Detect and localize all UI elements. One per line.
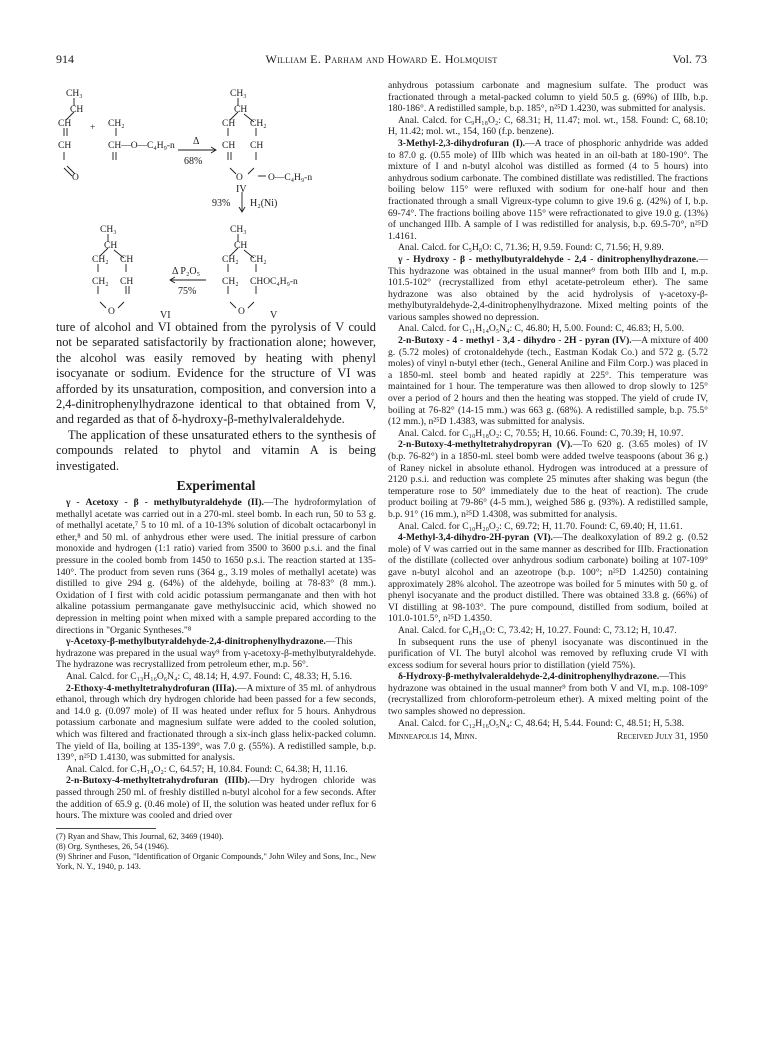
paragraph-title: 4-Methyl-3,4-dihydro-2H-pyran (VI). <box>398 532 553 544</box>
arrow1-bottom: 68% <box>184 156 203 167</box>
paragraph-text: —This hydrazone was prepared in the usual way⁹ from γ-acetoxy-β-methylbutyraldehyde. The hydrazone was recrystallized from petroleum ether, m.p. 56°. <box>56 636 376 671</box>
arrow2-left: 93% <box>212 198 231 209</box>
svg-text:CH₃: CH₃ <box>230 225 247 235</box>
paragraph <box>56 671 376 683</box>
footnotes <box>56 832 376 873</box>
paragraph <box>56 636 376 671</box>
svg-text:CH₃: CH₃ <box>100 225 117 235</box>
paragraph <box>388 671 708 717</box>
paragraph-text: —A mixture of 400 g. (5.72 moles) of crotonaldehyde (tech., Eastman Kodak Co.) and 572 g. (5.72 moles) of vinyl n-butyl ether (tech., General Aniline and Film Corp.) was placed in a 1850-ml. steel bomb and heated rapidly at 225°. This temperature was maintained for 1 hour. The temperature was then allowed to drop slowly to 125° over a period of 2 hours and then the heating was stopped. The yield of crude IV, boiling at 76-82° (14-15 mm.) was 663 g. (68%). A redistilled sample, b.p. 75.5° (12 mm.), n²⁵D 1.4383, was submitted for analysis. <box>388 335 708 428</box>
intro-text <box>56 320 376 474</box>
paragraph <box>388 242 708 254</box>
running-title: William E. Parham and Howard E. Holmquist <box>265 52 498 66</box>
right-column <box>388 80 708 742</box>
svg-text:CH₂: CH₂ <box>222 255 239 265</box>
svg-text:CH—O—C₄H₉-n: CH—O—C₄H₉-n <box>108 141 175 151</box>
svg-text:CH: CH <box>250 141 264 151</box>
svg-text:CH₃: CH₃ <box>230 89 247 99</box>
svg-text:O: O <box>238 307 245 317</box>
paragraph <box>56 764 376 776</box>
paragraph <box>388 254 708 324</box>
svg-text:CH: CH <box>222 141 236 151</box>
paragraph-text: Anal. Calcd. for C₁₃H₁₆O₆N₄: C, 48.14; H, 4.97. Found: C, 48.33; H, 5.16. <box>66 670 353 682</box>
paragraph-text: In subsequent runs the use of phenyl isocyanate was discontinued in the purification of VI. The butyl alcohol was removed by refluxing crude VI with excess sodium for several hours prior to distillation (yield 75%). <box>388 636 708 671</box>
volume-label: Vol. 73 <box>672 52 707 66</box>
paragraph <box>388 335 708 428</box>
svg-text:CH: CH <box>58 141 72 151</box>
compound-iv-label: IV <box>236 184 247 195</box>
svg-text:CH₂: CH₂ <box>108 119 125 129</box>
paragraph <box>56 497 376 636</box>
svg-text:CH₂: CH₂ <box>222 277 239 287</box>
paragraph: ture of alcohol and VI obtained from the pyrolysis of V could not be separated satisfactorily by fractionation alone; however, the alcohol was easily removed by heating with phenyl isocyanate or sodium. Evidence for the structure of VI was afforded by its unsaturation, composition, and conversion into a 2,4-dinitrophenylhydrazone identical to that obtained from V, and regarded as that of δ-hydroxy-β-methylvaleraldehyde. <box>56 320 376 427</box>
svg-text:CH: CH <box>70 105 84 115</box>
svg-text:O: O <box>236 173 243 183</box>
paragraph <box>388 625 708 637</box>
paragraph-title: 2-n-Butoxy-4-methyltetrahydropyran (V). <box>398 439 573 451</box>
paragraph-text: Anal. Calcd. for C₉H₁₈O₂: C, 68.31; H, 11.47; mol. wt., 158. Found: C, 68.10; H, 11.42; mol. wt., 154, 160 (f.p. benzene). <box>388 114 708 138</box>
section-heading: Experimental <box>176 478 256 494</box>
paragraph <box>388 521 708 533</box>
paragraph-text: Anal. Calcd. for C₅H₈O: C, 71.36; H, 9.59. Found: C, 71.56; H, 9.89. <box>398 242 664 254</box>
compound-vi-label: VI <box>160 310 171 320</box>
paragraph-text: Anal. Calcd. for C₆H₁₀O: C, 73.42; H, 10.27. Found: C, 73.12; H, 10.47. <box>398 624 677 636</box>
paragraph-text: Anal. Calcd. for C₁₁H₁₄O₅N₄: C, 46.80; H, 5.00. Found: C, 46.83; H, 5.00. <box>398 323 685 335</box>
paragraph-title: γ - Hydroxy - β - methylbutyraldehyde - 2,4 - dinitrophenylhydrazone. <box>398 253 699 265</box>
reaction-scheme <box>56 80 376 320</box>
paragraph-title: 2-n-Butoxy-4-methyltetrahydrofuran (IIIb). <box>66 775 250 787</box>
arrow2-right: H₂(Ni) <box>250 198 278 209</box>
paragraph-text: —This hydrazone was obtained in the usual manner⁹ from both IIIb and I, m.p. 101.5-102° (recrystallized from ethyl acetate-petroleum ether). The same hydrazone was also obtained by the acid hydrolysis of γ-acetoxy-β-methylbutyraldehyde-2,4-dinitrophenylhydrazone. Mixed melting points of the various samples showed no depression. <box>388 253 708 323</box>
svg-text:CH₂: CH₂ <box>92 255 109 265</box>
svg-text:CH: CH <box>234 241 248 251</box>
left-column <box>56 80 376 873</box>
paragraph-text: anhydrous potassium carbonate and magnesium sulfate. The product was fractionated through a metal-packed column to yield 50.5 g. (69%) of IIIb, b.p. 180-186°. A redistilled sample, b.p. 185°, n²⁵D 1.4230, was submitted for analysis. <box>388 80 708 115</box>
svg-text:CH: CH <box>120 277 134 287</box>
svg-text:O: O <box>72 173 79 183</box>
paragraph-text: —The hydroformylation of methallyl acetate was carried out in a 270-ml. steel bomb. In each run, 50 to 53 g. of methallyl acetate,⁷ 5 to 10 ml. of a 10-13% solution of dicobalt octacarbonyl in ether,⁸ and 50 ml. of anhydrous ether were used. The initial pressure of carbon monoxide and hydrogen (1:1 ratio) varied from 3500 to 3600 p.s.i. and the final pressure in the cooled bomb from 1450 to 1650 p.s.i. The reaction started at 135-140°. The product from seven runs (364 g., 3.19 moles of methallyl acetate) was distilled to give 294 g. (64%) of the aldehyde, boiling at 78-83° (8 mm.). Oxidation of I first with cold acidic potassium permanganate and then with hot alkaline potassium permanganate gave methylsuccinic acid, which showed no depression in melting point when mixed with a sample prepared according to the directions in "Organic Syntheses."⁸ <box>56 497 376 636</box>
svg-text:CH: CH <box>104 241 118 251</box>
paragraph <box>388 80 708 115</box>
paragraph <box>388 115 708 138</box>
paragraph-title: 3-Methyl-2,3-dihydrofuran (I). <box>398 137 526 149</box>
paragraph-text: Anal. Calcd. for C₇H₁₄O₂: C, 64.57; H, 10.84. Found: C, 64.38; H, 11.16. <box>66 763 348 775</box>
reaction-scheme-drawing <box>56 80 376 320</box>
paragraph <box>388 637 708 672</box>
paragraph <box>388 718 708 730</box>
svg-text:CH₃: CH₃ <box>66 89 83 99</box>
paragraph-title: γ - Acetoxy - β - methylbutyraldehyde (II). <box>66 497 264 509</box>
paragraph-text: Anal. Calcd. for C₁₀H₁₈O₂: C, 70.55; H, 10.66. Found: C, 70.39; H, 10.97. <box>398 427 684 439</box>
svg-text:CH: CH <box>120 255 134 265</box>
left-experimental <box>56 497 376 822</box>
paragraph-title: γ-Acetoxy-β-methylbutyraldehyde-2,4-dinitrophenylhydrazone. <box>66 636 326 648</box>
footnote: (8) Org. Syntheses, 26, 54 (1946). <box>56 841 169 851</box>
paragraph <box>388 428 708 440</box>
svg-text:CH₂: CH₂ <box>250 119 267 129</box>
paragraph-text: —The dealkoxylation of 89.2 g. (0.52 mole) of V was carried out in the same manner as described for IIIb. Fractionation of the distillate (collected over anhydrous sodium carbonate) boiling at 107-109° gave n-butyl alcohol and an azeotrope (b.p. 100°; n²⁵D 1.4250) containing approximately 28% alcohol. The azeotrope was boiled for 5 minutes with 50 g. of phenyl isocyanate and the product distilled. There was obtained 33.8 g. (66%) of VI distilling at 98-103°. The pure compound, distilled from sodium, boiled at 101.0-101.5°, n²⁵D 1.4350. <box>388 532 708 625</box>
paragraph-title: 2-Ethoxy-4-methyltetrahydrofuran (IIIa). <box>66 682 238 694</box>
paragraph <box>56 683 376 764</box>
footnote: (7) Ryan and Shaw, This Journal, 62, 3469 (1940). <box>56 831 224 841</box>
arrow3-top: Δ P₂O₅ <box>172 266 201 277</box>
arrow1-top: Δ <box>193 136 200 147</box>
arrow3-bottom: 75% <box>178 286 197 297</box>
svg-text:CHOC₄H₉-n: CHOC₄H₉-n <box>250 277 298 287</box>
paragraph-text: —Dry hydrogen chloride was passed through 250 ml. of freshly distilled n-butyl alcohol for a few seconds. After the addition of 65.9 g. (0.46 mole) of II, the solution was heated under reflux for 6 hours. The mixture was cooled and dried over <box>56 775 377 822</box>
svg-text:O: O <box>108 307 115 317</box>
paragraph <box>388 138 708 242</box>
paragraph <box>388 439 708 520</box>
article-footer <box>388 732 708 742</box>
paragraph-title: δ-Hydroxy-β-methylvaleraldehyde-2,4-dinitrophenylhydrazone. <box>398 671 660 683</box>
paragraph-text: —A mixture of 35 ml. of anhydrous ethanol, through which dry hydrogen chloride had been passed for a few seconds, and 14.0 g. (0.097 mole) of II was heated under reflux for 5 hours. Anhydrous potassium carbonate and magnesium sulfate were added to the cooled solution, which was filtered and fractionated through a six-inch glass helix-packed column. The yield of IIa, boiling at 135-139°, was 7.0 g. (55%). A redistilled sample, b.p. 139°, n²⁵D 1.4130, was submitted for analysis. <box>56 682 376 764</box>
running-header <box>56 52 707 68</box>
svg-text:CH: CH <box>234 105 248 115</box>
plus-sign: + <box>90 123 96 133</box>
svg-text:O—C₄H₉-n: O—C₄H₉-n <box>268 173 313 183</box>
paragraph-text: —This hydrazone was obtained in the usual manner⁹ from both V and VI, m.p. 108-109° (recrystallized from chloroform-petroleum ether). A mixed melting point of the two samples showed no depression. <box>388 671 708 718</box>
paragraph-title: 2-n-Butoxy - 4 - methyl - 3,4 - dihydro - 2H - pyran (IV). <box>398 335 632 347</box>
paragraph-text: —To 620 g. (3.65 moles) of IV (b.p. 76-82°) in a 1850-ml. steel bomb were added twelve teaspoons (about 36 g.) of Raney nickel in absolute ethanol. Hydrogen was introduced at a pressure of 2120 p.s.i. and reduction was complete 25 minutes after shaking was begun (the temperature rose to 50° immediately due to the heat of reaction). The crude product boiling at 79-86° (4-5 mm.), weighed 586 g. (93%). A redistilled sample, b.p. 91° (16 mm.), n²⁵D 1.4308, was submitted for analysis. <box>388 439 708 520</box>
svg-text:CH₂: CH₂ <box>92 277 109 287</box>
compound-v-label: V <box>270 310 278 320</box>
paragraph: The application of these unsaturated ethers to the synthesis of compounds related to phytol and vitamin A is being investigated. <box>56 427 376 473</box>
paragraph-text: Anal. Calcd. for C₁₀H₂₀O₂: C, 69.72; H, 11.70. Found: C, 69.40; H, 11.61. <box>398 520 683 532</box>
svg-text:CH₂: CH₂ <box>250 255 267 265</box>
footnote-rule <box>56 828 156 829</box>
author-location: Minneapolis 14, Minn. <box>388 732 478 743</box>
page-number: 914 <box>56 52 74 66</box>
paragraph <box>56 775 376 821</box>
paragraph-text: —A trace of phosphoric anhydride was added to 87.0 g. (0.55 mole) of IIIb which was heated in an oil-bath at 180-190°. The mixture of I and n-butyl alcohol was distilled as formed (4 to 5 hours) into anhydrous sodium carbonate. The combined distillate was redistilled. The fractions boiling below 115° were refluxed with sodium for one-half hour and then fractionated through a small Vigreux-type column to give 19.6 g. (42%) of I, b.p. 69-74°. The fractions boiling above 115° were refractionated to give 19.0 g. (13%) of unchanged IIIb. A sample of I was redistilled for analysis, b.p. 69.5-70°, n²⁵D 1.4161. <box>388 137 708 242</box>
paragraph <box>388 323 708 335</box>
paragraph <box>388 532 708 625</box>
footnote: (9) Shriner and Fuson, "Identification of Organic Compounds," John Wiley and Sons, Inc., New York, N. Y., 1940, p. 143. <box>56 852 376 872</box>
received-date: Received July 31, 1950 <box>616 732 708 743</box>
svg-text:CH: CH <box>222 119 236 129</box>
paragraph-text: Anal. Calcd. for C₁₂H₁₆O₅N₄: C, 48.64; H, 5.44. Found: C, 48.51; H, 5.38. <box>398 717 685 729</box>
svg-text:CH: CH <box>58 119 72 129</box>
